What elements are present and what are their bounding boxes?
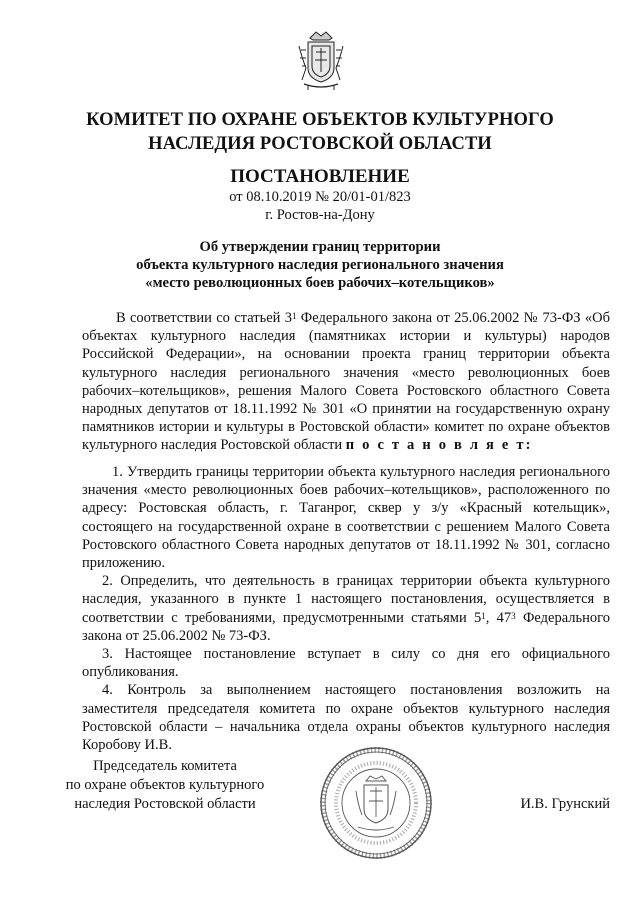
item-2-text-3: Федерального закона от 25.06.2002 № 73-ФЗ.	[82, 609, 610, 644]
organization-name	[80, 108, 560, 156]
organization-name-line-1: КОМИТЕТ ПО ОХРАНЕ ОБЪЕКТОВ КУЛЬТУРНОГО	[86, 110, 554, 130]
subject-line-2: объекта культурного наследия регионального значения	[136, 257, 504, 273]
official-seal-icon	[318, 745, 434, 861]
subject-line-1: Об утверждении границ территории	[199, 239, 441, 255]
signatory-title-line-3: наследия Ростовской области	[74, 796, 256, 812]
item-2-text-1: 2. Определить, что деятельность в границах территории объекта культурного наследия, указанного в пункте 1 настоящего постановления, осуществляется в соответствии с требованиями, предусмотренными статьями 5	[82, 573, 610, 626]
resolution-items	[82, 463, 610, 754]
item-2-superscript-1: 1	[481, 610, 486, 621]
signatory-title	[50, 757, 280, 814]
item-3: 3. Настоящее постановление вступает в силу со дня его официального опубликования.	[82, 646, 610, 681]
preamble-text-1: В соответствии со статьей 3	[116, 310, 292, 326]
item-1: 1. Утвердить границы территории объекта культурного наследия регионального значения «место революционных боев рабочих–котельщиков», расположенного по адресу: Ростовская область, г. Таганрог, сквер у з/у «Красный котельщик», состоящего на государственной охране в соответствии с решением Малого Совета Ростовского областного Совета народных депутатов от 18.11.1992 № 301, согласно приложению.	[82, 464, 610, 572]
document-date-number: от 08.10.2019 № 20/01-01/823	[229, 189, 411, 205]
signatory-title-line-1: Председатель комитета	[93, 758, 237, 774]
signatory-title-line-2: по охране объектов культурного	[65, 777, 265, 793]
item-4: 4. Контроль за выполнением настоящего постановления возложить на заместителя председателя комитета по охране объектов культурного наследия Ростовской области – начальника отдела охраны объектов культурного наследия Коробову И.В.	[82, 682, 610, 754]
coat-of-arms-icon	[296, 28, 346, 92]
document-subject	[80, 238, 560, 292]
item-2-text-2: , 47	[485, 609, 512, 626]
document-city: г. Ростов-на-Дону	[265, 207, 375, 223]
subject-line-3: «место революционных боев рабочих–котельщиков»	[145, 275, 495, 291]
preamble-paragraph	[82, 309, 610, 455]
organization-name-line-2: НАСЛЕДИЯ РОСТОВСКОЙ ОБЛАСТИ	[148, 134, 492, 154]
preamble-text-2: Федерального закона от 25.06.2002 № 73-ФЗ «Об объектах культурного наследия (памятниках истории и культуры) народов Российской Федерации», на основании проекта границ территории объекта культурного наследия регионального значения «место революционных боев рабочих–котельщиков», решения Малого Совета Ростовского областного Совета народных депутатов от 18.11.1992 № 301 «О принятии на государственную охрану памятников истории и культуры в Ростовской области» комитет по охране объектов культурного наследия Ростовской области	[82, 310, 610, 454]
preamble-superscript: 1	[291, 311, 297, 321]
signatory-name: И.В. Грунский	[520, 796, 610, 812]
document-type: ПОСТАНОВЛЕНИЕ	[230, 166, 410, 187]
resolves-word: п о с т а н о в л я е т:	[345, 437, 533, 454]
item-2-superscript-2: 3	[511, 610, 516, 621]
preamble	[82, 309, 610, 455]
item-2	[82, 572, 610, 645]
